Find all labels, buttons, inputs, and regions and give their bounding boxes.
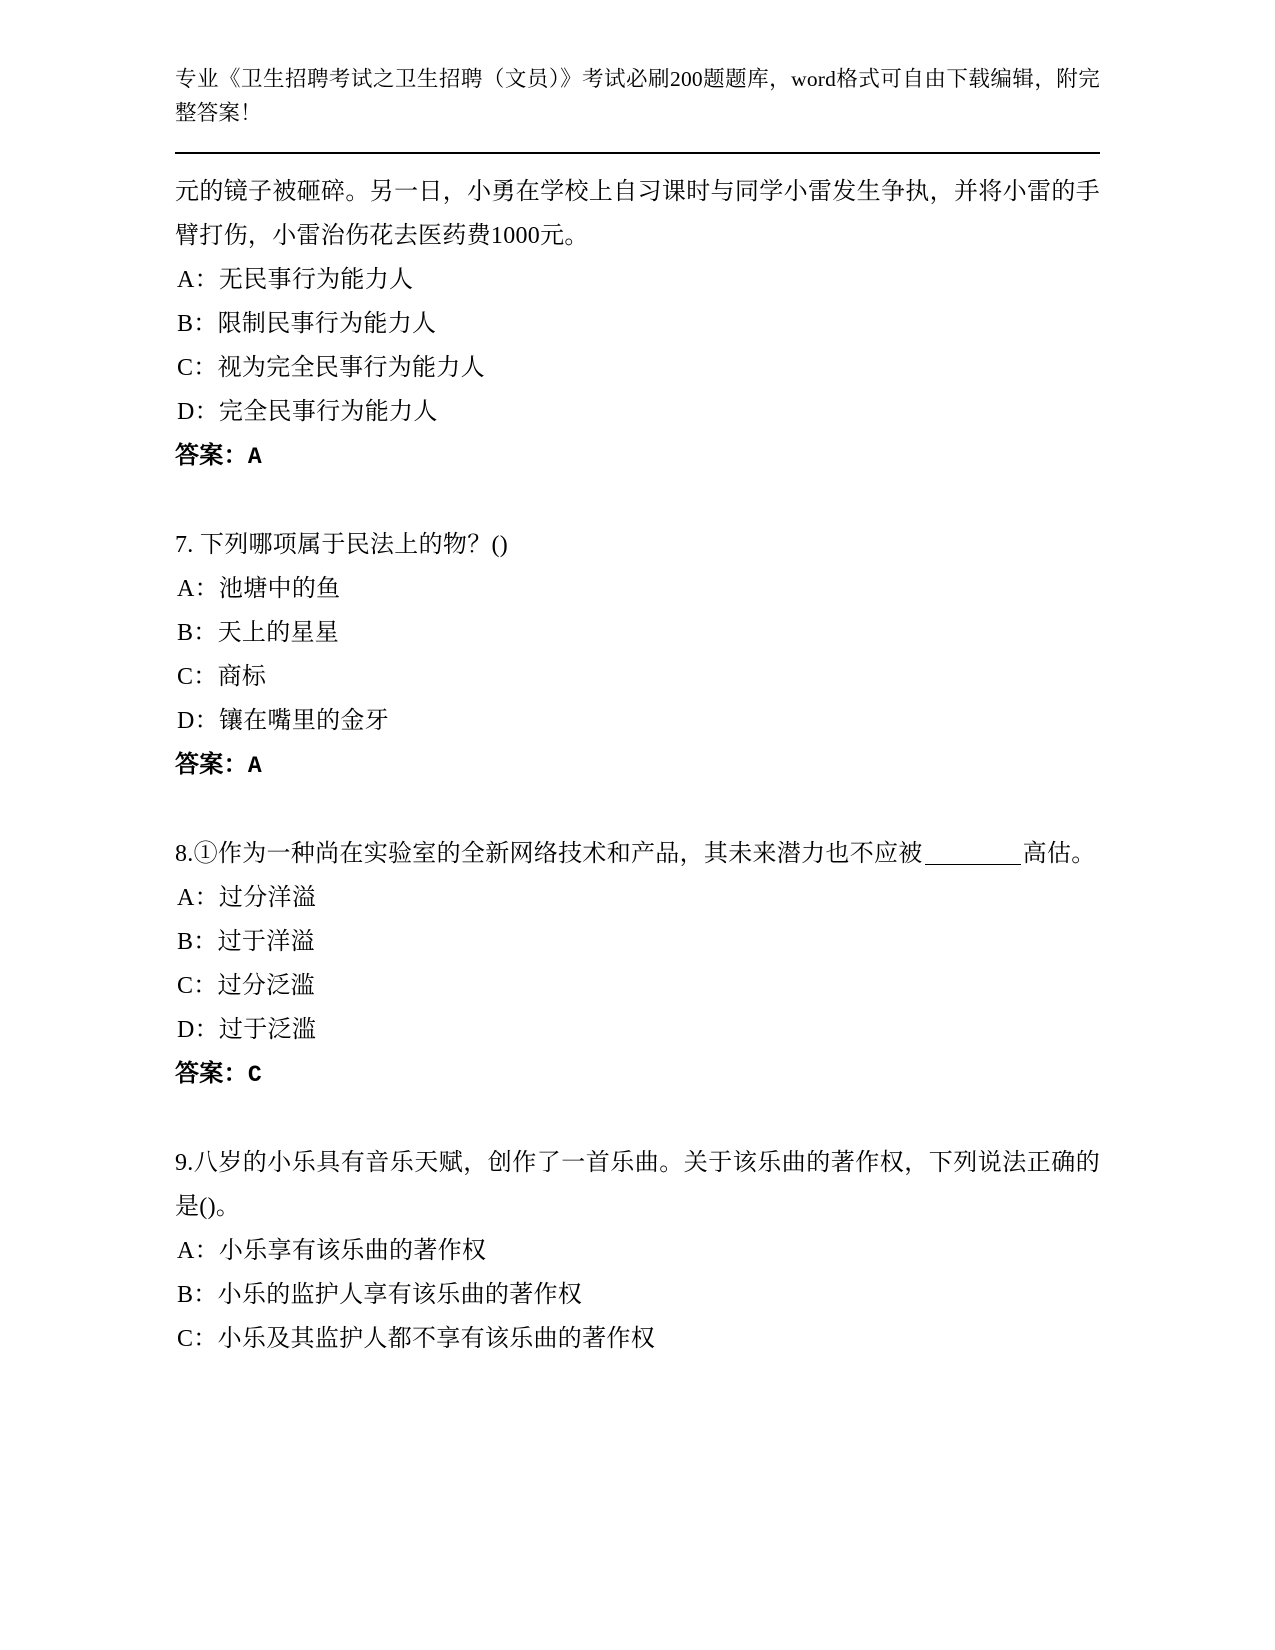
document-body (175, 170, 1100, 1361)
fill-in-blank (925, 864, 1021, 865)
question-stem: 9.八岁的小乐具有音乐天赋，创作了一首乐曲。关于该乐曲的著作权，下列说法正确的是()。 (175, 1150, 1100, 1220)
option-item: C：商标 (177, 664, 267, 690)
option-item: D：完全民事行为能力人 (177, 399, 438, 425)
answer-line (175, 743, 1100, 788)
option-item: A：池塘中的鱼 (177, 576, 341, 602)
question-stem-part1: 8.①作为一种尚在实验室的全新网络技术和产品，其未来潜力也不应被 (175, 841, 923, 867)
option-item: A：小乐享有该乐曲的著作权 (177, 1238, 487, 1264)
option-item: C：视为完全民事行为能力人 (177, 355, 485, 381)
header-divider (175, 152, 1100, 154)
option-item: D：过于泛滥 (177, 1017, 317, 1043)
question-spacer (175, 479, 1100, 523)
option-item: A：无民事行为能力人 (177, 267, 414, 293)
option-item: C：小乐及其监护人都不享有该乐曲的著作权 (177, 1326, 656, 1352)
answer-label: 答案： (175, 752, 248, 778)
answer-value: A (247, 444, 263, 470)
question-stem-continued: 元的镜子被砸碎。另一日，小勇在学校上自习课时与同学小雷发生争执，并将小雷的手臂打伤，小雷治伤花去医药费1000元。 (175, 179, 1100, 249)
option-item: D：镶在嘴里的金牙 (177, 708, 390, 734)
answer-label: 答案： (175, 443, 248, 469)
answer-value: C (247, 1062, 263, 1088)
option-item: C：过分泛滥 (177, 973, 315, 999)
option-item: B：限制民事行为能力人 (177, 311, 437, 337)
answer-line (175, 1052, 1100, 1097)
page-header-title: 专业《卫生招聘考试之卫生招聘（文员）》考试必刷200题题库，word格式可自由下载编辑，附完整答案！ (175, 67, 1100, 125)
question-spacer (175, 1097, 1100, 1141)
question-stem: 7. 下列哪项属于民法上的物？() (175, 532, 509, 558)
question-stem (175, 832, 1100, 876)
answer-value: A (247, 753, 263, 779)
option-item: B：天上的星星 (177, 620, 340, 646)
answer-line (175, 434, 1100, 479)
answer-label: 答案： (175, 1061, 248, 1087)
option-item: B：小乐的监护人享有该乐曲的著作权 (177, 1282, 583, 1308)
question-stem-part2: 高估。 (1022, 841, 1096, 867)
option-item: B：过于洋溢 (177, 929, 315, 955)
question-spacer (175, 788, 1100, 832)
option-item: A：过分洋溢 (177, 885, 317, 911)
